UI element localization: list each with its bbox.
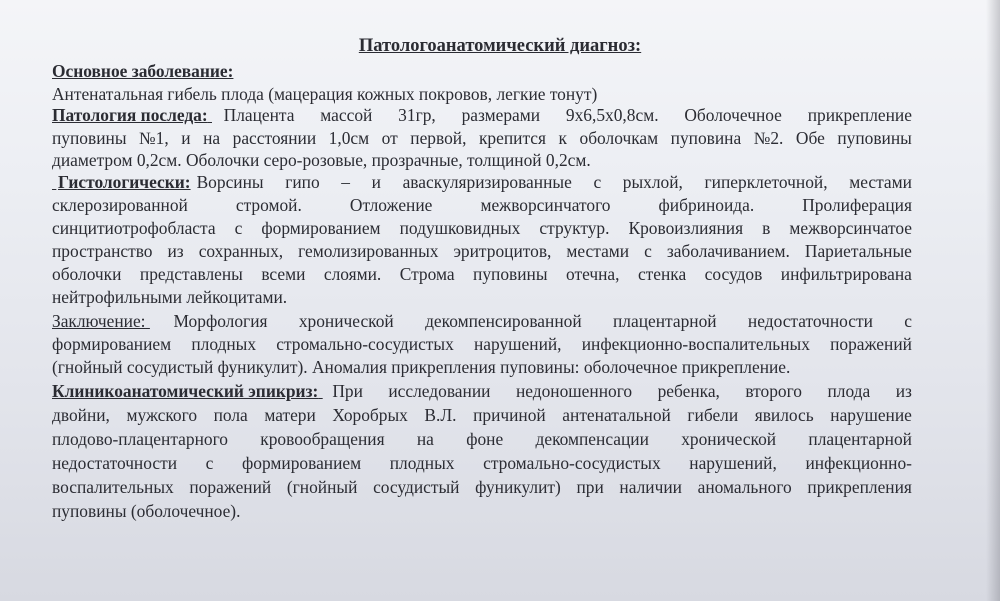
- word: стромой.: [235, 195, 302, 215]
- word: пуповины: [473, 264, 548, 284]
- placenta-line-3: диаметром 0,2см. Оболочки серо-розовые, прозрачные, толщиной 0,2см.: [52, 150, 591, 170]
- epicrisis-line-4: [52, 453, 912, 473]
- histology-line-6: нейтрофильными лейкоцитами.: [52, 287, 288, 307]
- word: плацентарной: [613, 311, 717, 331]
- word: инфекционно-: [805, 453, 912, 473]
- word: межворсинчатое: [789, 218, 912, 238]
- word: массой: [320, 105, 373, 125]
- word: синцитиотрофобласта: [52, 218, 216, 238]
- word: декомпенсации: [535, 429, 649, 449]
- word: гибели: [687, 405, 739, 425]
- word: нарушение: [830, 405, 912, 425]
- word: Хоробрых: [332, 405, 408, 425]
- word: с: [593, 172, 602, 192]
- word: оболочки: [52, 264, 122, 284]
- word: стенка: [637, 264, 687, 284]
- epicrisis-text-1: [332, 381, 912, 401]
- word: Оболочечное: [684, 105, 782, 125]
- word: (гнойный: [286, 477, 358, 497]
- word: гемолизированных: [298, 241, 439, 261]
- word: воспалительных: [52, 477, 174, 497]
- epicrisis-line-6: пуповины (оболочечное).: [52, 501, 241, 521]
- word: фоне: [466, 429, 504, 449]
- epicrisis-line-5: [52, 477, 912, 497]
- word: сосудов: [704, 264, 763, 284]
- word: №2.: [753, 128, 784, 148]
- word: пола: [213, 405, 248, 425]
- word: пространство: [52, 241, 153, 261]
- main-disease-text: Антенатальная гибель плода (мацерация кожных покровов, легкие тонут): [52, 84, 598, 104]
- word: матери: [264, 405, 316, 425]
- word: пуповина: [670, 128, 742, 148]
- word: сосудистый: [373, 477, 460, 497]
- word: расстоянии: [232, 128, 317, 148]
- word: 31гр,: [398, 105, 436, 125]
- word: склерозированной: [52, 195, 188, 215]
- word: инфильтрирована: [780, 264, 912, 284]
- word: Плацента: [223, 105, 295, 125]
- word: антенатальной: [562, 405, 671, 425]
- word: формированием: [241, 453, 362, 473]
- word: хронической: [298, 311, 394, 331]
- word: При: [332, 381, 363, 401]
- word: декомпенсированной: [425, 311, 582, 331]
- word: плода: [827, 381, 871, 401]
- word: нарушений,: [473, 334, 562, 354]
- word: межворсинчатого: [480, 195, 611, 215]
- document-title: Патологоанатомический диагноз:: [358, 36, 642, 57]
- word: Париетальные: [804, 241, 912, 261]
- word: подушковидных: [399, 218, 521, 238]
- word: причиной: [473, 405, 546, 425]
- word: Пролиферация: [802, 195, 912, 215]
- epicrisis-line-1: [52, 381, 912, 401]
- word: эритроцитов,: [453, 241, 552, 261]
- word: рыхлой,: [622, 172, 683, 192]
- word: и: [371, 172, 381, 192]
- word: заболачиванием.: [666, 241, 790, 261]
- conclusion-heading: Заключение:: [52, 311, 146, 331]
- word: стромально-сосудистых: [483, 453, 661, 473]
- word: Морфология: [173, 311, 268, 331]
- word: на: [416, 429, 434, 449]
- word: гипо: [285, 172, 320, 192]
- word: с: [234, 218, 243, 238]
- word: плодных: [191, 334, 257, 354]
- word: хронической: [681, 429, 777, 449]
- word: недоношенного: [515, 381, 633, 401]
- word: мужского: [126, 405, 198, 425]
- word: Кровоизлияния: [628, 218, 744, 238]
- word: 1,0см: [328, 128, 370, 148]
- word: Ворсины: [196, 172, 264, 192]
- word: ребенка,: [657, 381, 720, 401]
- word: фибриноида.: [658, 195, 755, 215]
- word: пуповины: [52, 128, 127, 148]
- page-edge-shadow: [986, 0, 1000, 601]
- word: с: [904, 311, 912, 331]
- word: слоями.: [323, 264, 382, 284]
- word: недостаточности: [747, 311, 873, 331]
- word: В.Л.: [424, 405, 457, 425]
- word: представлены: [139, 264, 243, 284]
- histology-line-1: [52, 172, 912, 192]
- word: на: [203, 128, 221, 148]
- word: при: [576, 477, 604, 497]
- word: всеми: [261, 264, 306, 284]
- word: второго: [745, 381, 803, 401]
- histology-line-3: [52, 218, 912, 238]
- word: прикрепления: [807, 477, 912, 497]
- epicrisis-line-3: [52, 429, 912, 449]
- word: в: [762, 218, 771, 238]
- word: прикрепление: [807, 105, 912, 125]
- word: гиперклеточной,: [704, 172, 828, 192]
- placenta-text-1: [224, 105, 912, 125]
- word: плодово-плацентарного: [52, 429, 228, 449]
- word: фуникулит): [475, 477, 561, 497]
- placenta-heading: Патология последа:: [52, 105, 208, 125]
- word: кровообращения: [260, 429, 385, 449]
- word: исследовании: [388, 381, 491, 401]
- conclusion-line-3: (гнойный сосудистый фуникулит). Аномалия прикрепления пуповины: оболочечное прикрепление.: [52, 357, 791, 377]
- word: Обе: [795, 128, 825, 148]
- histology-line-4: [52, 241, 912, 261]
- word: наличии: [619, 477, 682, 497]
- placenta-line-1: [52, 105, 912, 125]
- word: оболочкам: [579, 128, 659, 148]
- word: формированием: [261, 218, 381, 238]
- word: плацентарной: [808, 429, 912, 449]
- word: и: [181, 128, 191, 148]
- word: аномального: [697, 477, 792, 497]
- word: формированием: [52, 334, 172, 354]
- word: двойни,: [52, 405, 110, 425]
- word: из: [167, 241, 184, 261]
- word: стромально-сосудистых: [276, 334, 454, 354]
- epicrisis-line-2: [52, 405, 912, 425]
- word: 9х6,5х0,8см.: [565, 105, 659, 125]
- word: явилось: [754, 405, 814, 425]
- word: от: [381, 128, 398, 148]
- epicrisis-heading: Клиникоанатомический эпикриз:: [52, 381, 319, 401]
- word: нарушений,: [689, 453, 777, 473]
- word: №1,: [139, 128, 169, 148]
- word: местами: [849, 172, 912, 192]
- word: с: [205, 453, 214, 473]
- word: поражений: [189, 477, 272, 497]
- histology-line-2: [52, 195, 912, 215]
- word: пуповины: [837, 128, 912, 148]
- word: поражений: [830, 334, 912, 354]
- word: недостаточности: [52, 453, 177, 473]
- word: с: [644, 241, 652, 261]
- word: Строма: [399, 264, 455, 284]
- histology-line-5: [52, 264, 912, 284]
- word: –: [341, 172, 350, 192]
- word: инфекционно-воспалительных: [581, 334, 810, 354]
- word: сохранных,: [198, 241, 284, 261]
- word: крепится: [478, 128, 546, 148]
- word: к: [558, 128, 567, 148]
- main-disease-heading: Основное заболевание:: [52, 61, 234, 81]
- placenta-line-2: [52, 128, 912, 148]
- word: отечна,: [566, 264, 620, 284]
- histology-heading: Гистологически:: [58, 172, 191, 192]
- conclusion-line-2: [52, 334, 912, 354]
- word: структур.: [539, 218, 610, 238]
- word: первой,: [410, 128, 467, 148]
- conclusion-line-1: [52, 311, 912, 331]
- word: Отложение: [349, 195, 433, 215]
- word: местами: [566, 241, 630, 261]
- word: размерами: [461, 105, 541, 125]
- word: аваскуляризированные: [402, 172, 572, 192]
- word: плодных: [389, 453, 455, 473]
- histology-text-1: [197, 172, 912, 192]
- word: из: [895, 381, 912, 401]
- conclusion-text-1: [174, 311, 912, 331]
